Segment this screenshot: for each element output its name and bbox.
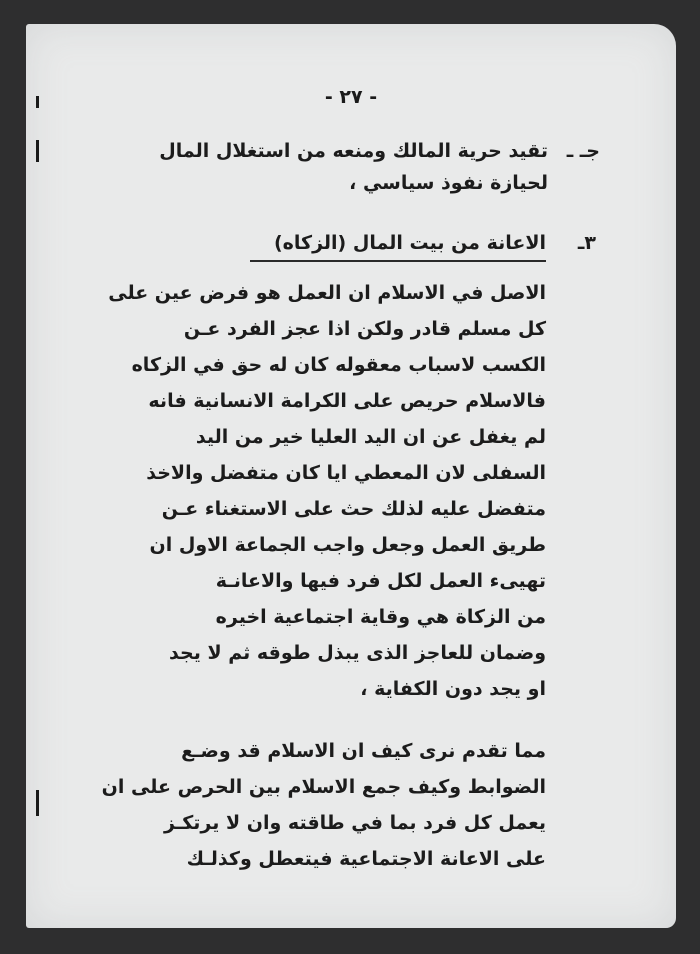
paragraph-2-line-3: يعمل كل فرد بما في طاقته وان لا يرتكـز xyxy=(163,812,546,834)
margin-mark-upper xyxy=(36,140,39,162)
paragraph-2-line-4: على الاعانة الاجتماعية فيتعطل وكذلـك xyxy=(186,848,546,870)
paragraph-2-line-1: مما تقدم نرى كيف ان الاسلام قد وضـع xyxy=(181,740,546,762)
paragraph-1-line-3: الكسب لاسباب معقوله كان له حق في الزكاه xyxy=(131,354,546,376)
paragraph-1-line-6: السفلى لان المعطي ايا كان متفضل والاخذ xyxy=(146,462,546,484)
paragraph-1-line-12: او يجد دون الكفاية ، xyxy=(360,678,546,700)
paragraph-1-line-2: كل مسلم قادر ولكن اذا عجز الفرد عـن xyxy=(183,318,546,340)
paragraph-2-line-2: الضوابط وكيف جمع الاسلام بين الحرص على ان xyxy=(101,776,546,798)
page-number: - ٢٧ - xyxy=(324,86,378,108)
paragraph-1-line-5: لم يغفل عن ان اليد العليا خير من اليد xyxy=(195,426,546,448)
section-3-marker: ٣ـ xyxy=(577,232,596,254)
item-c-marker: جـ ـ xyxy=(566,140,600,162)
paragraph-1-line-9: تهيىء العمل لكل فرد فيها والاعانـة xyxy=(215,570,546,592)
paragraph-1-line-7: متفضل عليه لذلك حث على الاستغناء عـن xyxy=(161,498,546,520)
paragraph-1-line-11: وضمان للعاجز الذى يبذل طوقه ثم لا يجد xyxy=(169,642,546,664)
paragraph-1-line-4: فالاسلام حريص على الكرامة الانسانية فانه xyxy=(148,390,546,412)
heading-underline xyxy=(250,260,546,262)
paragraph-1-line-8: طريق العمل وجعل واجب الجماعة الاول ان xyxy=(149,534,546,556)
paragraph-1-line-10: من الزكاة هي وقاية اجتماعية اخيره xyxy=(215,606,546,628)
margin-mark-top xyxy=(36,96,39,108)
margin-mark-lower xyxy=(36,790,39,816)
paragraph-1-line-1: الاصل في الاسلام ان العمل هو فرض عين على xyxy=(108,282,546,304)
section-3-heading: الاعانة من بيت المال (الزكاه) xyxy=(274,232,546,254)
item-c-line-1: تقيد حرية المالك ومنعه من استغلال المال xyxy=(159,140,548,162)
item-c-line-2: لحيازة نفوذ سياسي ، xyxy=(349,172,548,194)
document-page xyxy=(26,24,676,928)
